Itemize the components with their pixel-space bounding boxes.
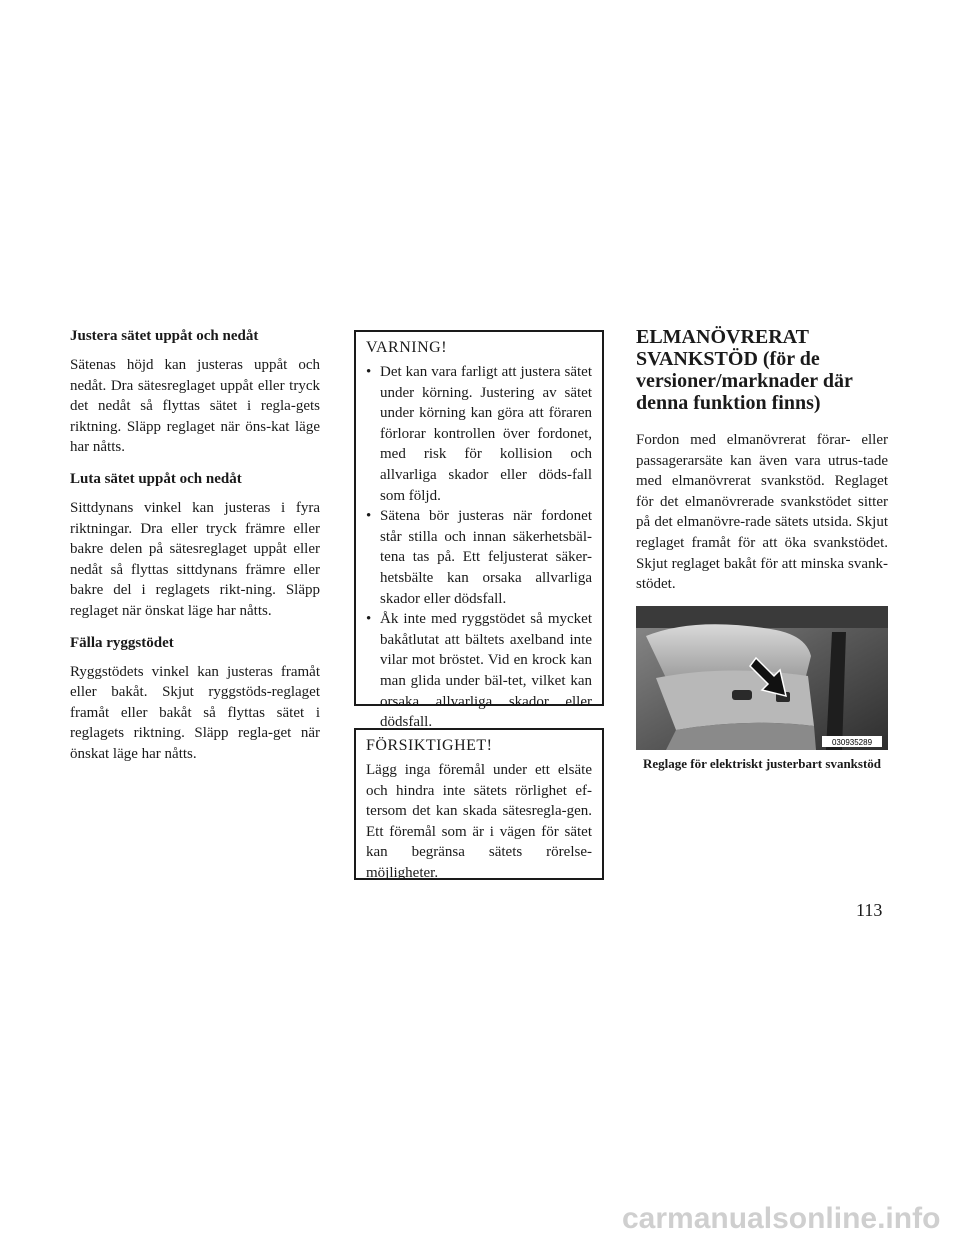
warning-box	[354, 330, 604, 731]
warning-item: • Det kan vara farligt att justera sätet under körning. Justering av sätet under körning kan göra att föraren förlorar kontrollen över fordonet, med risk för kollision och allvarliga skador eller döds-fall som följd.	[366, 364, 592, 504]
section-text-seat-tilt: Sittdynans vinkel kan justeras i fyra riktningar. Dra eller tryck främre eller bakre delen på sätesreglaget uppåt eller nedåt så flyttas sittdynans främre eller bakre del i reglagets rikt-ning. Släpp reglaget när önskat läge har nåtts.	[70, 499, 320, 619]
caution-title: FÖRSIKTIGHET!	[366, 737, 493, 754]
figure-caption: Reglage för elektriskt justerbart svankstöd	[642, 755, 882, 771]
image-code: 030935289	[831, 737, 873, 747]
caution-box	[354, 728, 604, 880]
section-heading-recline: Fälla ryggstödet	[70, 634, 174, 651]
bullet-icon: •	[366, 364, 372, 380]
section-heading-seat-tilt: Luta sätet uppåt och nedåt	[70, 470, 242, 487]
section-text-recline: Ryggstödets vinkel kan justeras framåt eller bakåt. Skjut ryggstöds-reglaget framåt eller bakåt så flyttas sätet i reglagets riktning. Släpp regla-get när önskat läge har nåtts.	[70, 663, 320, 762]
bullet-icon: •	[366, 611, 372, 628]
left-column	[70, 326, 320, 776]
section-heading-seat-height: Justera sätet uppåt och nedåt	[70, 328, 259, 344]
warning-list	[366, 362, 592, 733]
caution-text: Lägg inga föremål under ett elsäte och hindra inte sätets rörlighet ef-tersom det kan skada sätesregla-gen. Ett föremål som är i vägen för sätet kan begränsa sätets rörelse-möjligheter.	[366, 762, 592, 881]
page-number: 113	[856, 900, 883, 920]
section-text-lumbar: Fordon med elmanövrerat förar- eller passagerarsäte kan även vara utrus-tade med elmanövrerat svankstöd. Reglaget för det elmanövrerade svankstödet sitter på det elmanövre-rade sätets utsida. Skjut reglaget framåt för att öka svankstödet. Skjut reglaget bakåt för att minska svank-stödet.	[636, 432, 888, 593]
bullet-icon: •	[366, 508, 372, 525]
section-text-seat-height: Sätenas höjd kan justeras uppåt och nedåt. Dra sätesreglaget uppåt eller tryck det nedåt så flyttas sätet i regla-gets riktning. Släpp reglaget när öns-kat läge har nåtts.	[70, 357, 320, 456]
right-column	[636, 326, 888, 772]
warning-item: • Åk inte med ryggstödet så mycket bakåtlutat att bältets axelband inte vilar mot bröstet. Vid en krock kan man glida under bäl-tet, vilket kan orsaka allvarliga skador eller dödsfall.	[366, 611, 592, 731]
warning-title: VARNING!	[366, 339, 448, 356]
watermark: carmanualsonline.info	[622, 1202, 941, 1235]
warning-item: • Sätena bör justeras när fordonet står stilla och innan säkerhetsbäl-tena tas på. Ett feljusterat säker-hetsbälte kan orsaka allvarliga skador eller dödsfall.	[366, 508, 592, 607]
seat-control-photo	[636, 606, 888, 750]
section-heading-lumbar: ELMANÖVRERAT SVANKSTÖD (för de versioner/marknader där denna funktion finns)	[636, 326, 853, 414]
